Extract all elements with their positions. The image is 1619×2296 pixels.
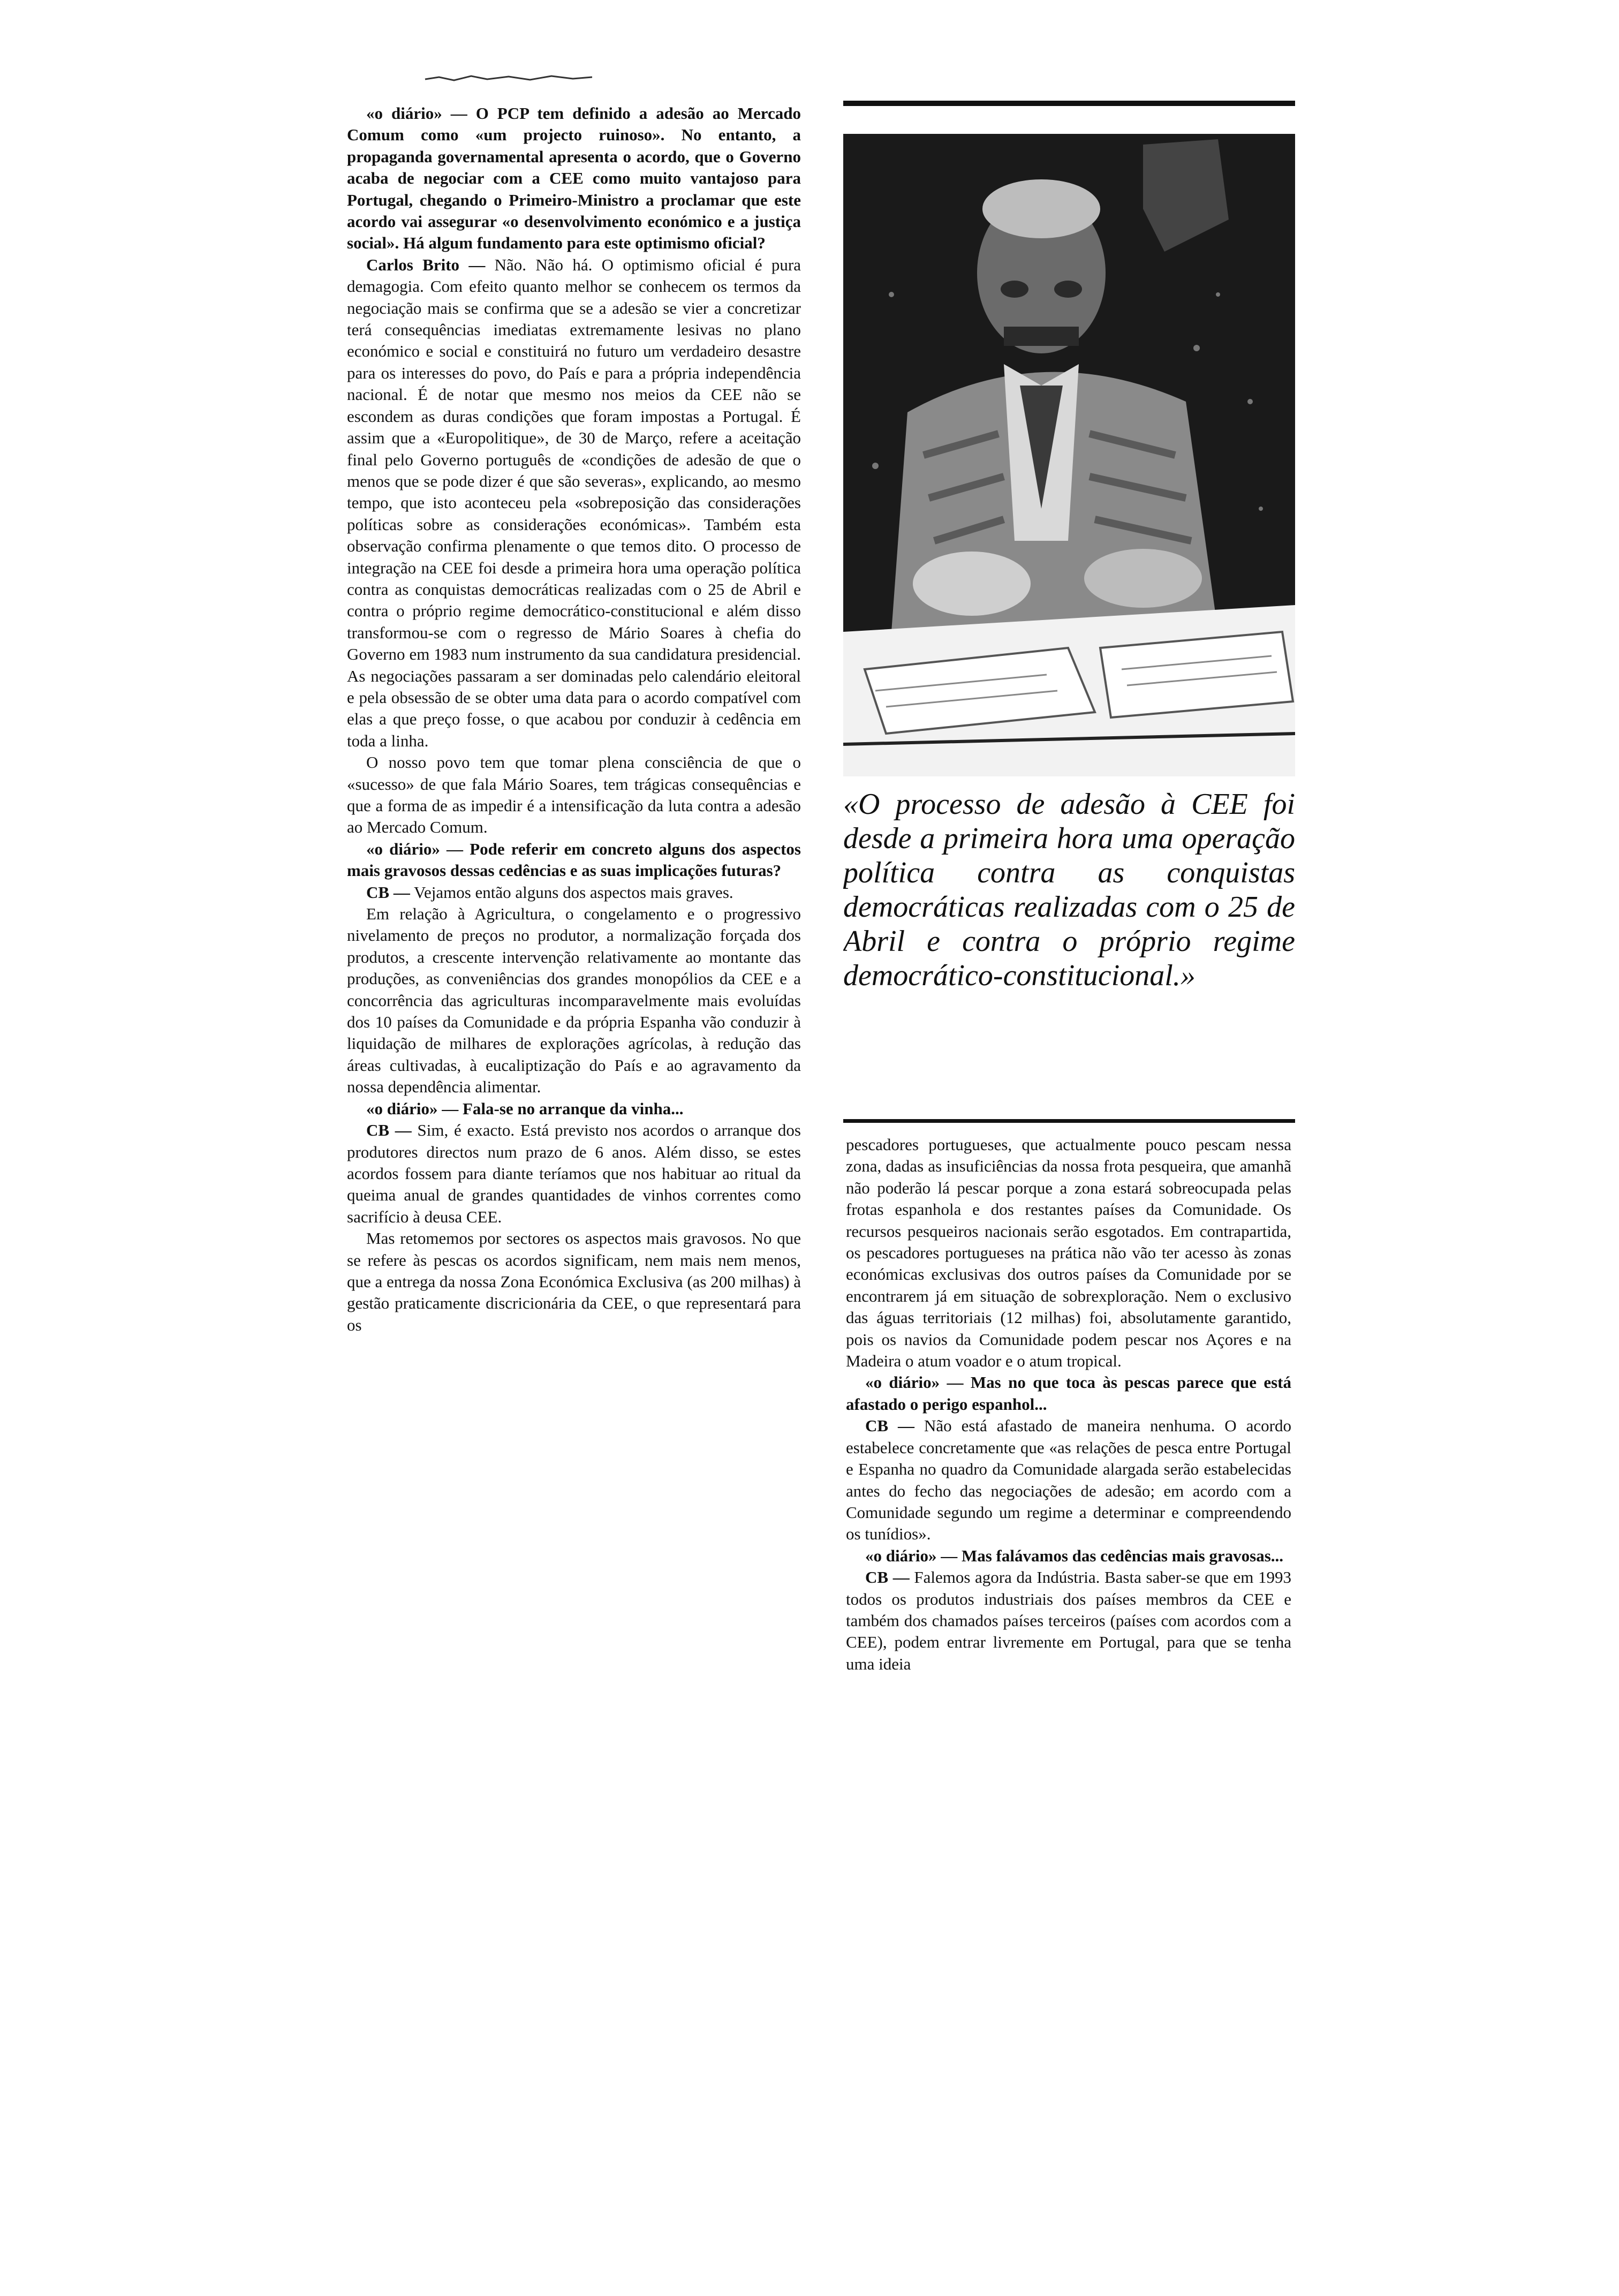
paragraph-text: Mas no que toca às pescas parece que está afastado o perigo espanhol...: [846, 1373, 1291, 1414]
interviewer-question: [846, 1372, 1291, 1415]
paragraph-text: pescadores portugueses, que actualmente pouco pescam nessa zona, dadas as insuficiências da nossa frota pesqueira, que amanhã não poderão lá pescar porque a zona estará sobreocupada pelas frotas espanhola e dos restantes países da Comunidade. Os recursos pesqueiros nacionais serão esgotados. Em contrapartida, os pescadores portugueses na prática não vão ter acesso às zonas económicas exclusivas dos outros países da Comunidade por se encontrarem já em situação de sobrexploração. Nem o exclusivo das águas territoriais (12 milhas) foi, absolutamente garantido, pois os navios da Comunidade podem pescar nos Açores e na Madeira o atum voador e o atum tropical.: [846, 1135, 1291, 1371]
newspaper-tag: «o diário» —: [366, 104, 467, 123]
paragraph-text: Sim, é exacto. Está previsto nos acordos o arranque dos produtores directos num prazo de 6 anos. Além disso, se estes acordos fossem para diante teríamos que nos habituar ao ritual da queima anual de grandes quantidades de vinhos correntes como sacrifício à deusa CEE.: [347, 1121, 801, 1226]
paragraph-text: O nosso povo tem que tomar plena consciência de que o «sucesso» de que fala Mário Soares, tem trágicas consequências e que a forma de as impedir é a intensificação da luta contra a adesão ao Mercado Comum.: [347, 753, 801, 837]
interview-answer: [846, 1415, 1291, 1545]
interview-answer: [846, 1567, 1291, 1675]
paragraph-text: Vejamos então alguns dos aspectos mais graves.: [410, 882, 733, 902]
interview-answer: [846, 1134, 1291, 1372]
paragraph-text: Mas retomemos por sectores os aspectos mais gravosos. No que se refere às pescas os acordos significam, nem mais nem menos, que a entrega da nossa Zona Económica Exclusiva (as 200 milhas) à gestão praticamente discricionária da CEE, o que representará para os: [347, 1229, 801, 1334]
speaker-name: CB —: [865, 1568, 910, 1587]
speaker-name: CB —: [366, 882, 410, 902]
interviewer-question: [347, 1098, 801, 1120]
interview-answer: [347, 882, 801, 903]
header-fragment: [423, 70, 594, 86]
paragraph-text: Não está afastado de maneira nenhuma. O acordo estabelece concretamente que «as relações de pesca entre Portugal e Espanha no quadro da Comunidade alargada serão estabelecidas antes do fecho das negociações de adesão; em acordo com a Comunidade segundo um regime a determinar e compreendendo os tunídios».: [846, 1416, 1291, 1544]
interviewer-question: [347, 103, 801, 254]
newspaper-tag: «o diário» —: [366, 1099, 459, 1118]
speaker-name: CB —: [366, 1121, 412, 1140]
interview-answer: [347, 752, 801, 839]
paragraph-text: Fala-se no arranque da vinha...: [458, 1099, 684, 1118]
speaker-name: CB —: [865, 1416, 915, 1436]
interview-answer: [347, 1228, 801, 1336]
top-rule: [843, 101, 1295, 106]
interviewer-question: [846, 1545, 1291, 1567]
interview-answer: [347, 903, 801, 1098]
paragraph-text: Falemos agora da Indústria. Basta saber-se que em 1993 todos os produtos industriais dos países membros da CEE e também dos chamados países terceiros (países com acordos com a CEE), podem entrar livremente em Portugal, para que se tenha uma ideia: [846, 1568, 1291, 1673]
newspaper-tag: «o diário» —: [865, 1373, 964, 1392]
article-left-column: [347, 103, 801, 1923]
paragraph-text: O PCP tem definido a adesão ao Mercado Comum como «um projecto ruinoso». No entanto, a propaganda governamental apresenta o acordo, que o Governo acaba de negociar com a CEE como muito vantajoso para Portugal, chegando o Primeiro-Ministro a proclamar que este acordo vai assegurar «o desenvolvimento económico e a justiça social». Há algum fundamento para este optimismo oficial?: [347, 104, 801, 253]
paragraph-text: Pode referir em concreto alguns dos aspectos mais gravosos dessas cedências e as suas implicações futuras?: [347, 839, 801, 880]
newspaper-tag: «o diário» —: [865, 1546, 958, 1565]
interview-answer: [347, 254, 801, 752]
middle-rule: [843, 1119, 1295, 1123]
speaker-name: Carlos Brito —: [366, 255, 486, 274]
interviewer-question: [347, 839, 801, 882]
paragraph-text: Mas falávamos das cedências mais gravosas...: [957, 1546, 1284, 1565]
paragraph-text: Não. Não há. O optimismo oficial é pura demagogia. Com efeito quanto melhor se conhecem os termos da negociação mais se confirma que se a adesão se vier a concretizar terá consequências imediatas extremamente lesivas no plano económico e social e constituirá no futuro um verdadeiro desastre para os interesses do povo, do País e para a própria independência nacional. É de notar que mesmo nos meios da CEE não se escondem as duras condições que foram impostas a Portugal. É assim que a «Europolitique», de 30 de Março, refere a aceitação final pelo Governo português de «condições de adesão de que o menos que se pode dizer é que são severas», explicando, ao mesmo tempo, que isto aconteceu pela «sobreposição das considerações políticas sobre as considerações económicas». Também esta observação confirma plenamente o que temos dito. O processo de integração na CEE foi desde a primeira hora uma operação política contra as conquistas democráticas realizadas com o 25 de Abril e contra o próprio regime democrático-constitucional e além disso transformou-se com o regresso de Mário Soares à chefia do Governo em 1983 num instrumento da sua candidatura presidencial. As negociações passaram a ser dominadas pelo calendário eleitoral e pela obsessão de se obter uma data para o acordo compatível com elas a que preço fosse, o que acabou por conduzir à cedência em toda a linha.: [347, 255, 801, 750]
portrait-photo: [843, 134, 1295, 776]
pull-quote: «O processo de adesão à CEE foi desde a primeira hora uma operação política contra as conquistas democráticas realizadas com o 25 de Abril e contra o próprio regime democrático-constitucional.»: [843, 788, 1295, 992]
interview-answer: [347, 1120, 801, 1228]
paragraph-text: Em relação à Agricultura, o congelamento e o progressivo nivelamento de preços no produtor, a normalização forçada dos produtos, a crescente intervenção relativamente ao montante das produções, as conveniências dos grandes monopólios da CEE e a concorrência das agriculturas incomparavelmente mais evoluídas dos 10 países da Comunidade e da própria Espanha vão conduzir à liquidação de milhares de explorações agrícolas, à redução das áreas cultivadas, à eucaliptização do País e ao agravamento da nossa dependência alimentar.: [347, 904, 801, 1097]
newspaper-tag: «o diário» —: [366, 839, 464, 858]
article-right-column: [846, 1134, 1291, 1925]
